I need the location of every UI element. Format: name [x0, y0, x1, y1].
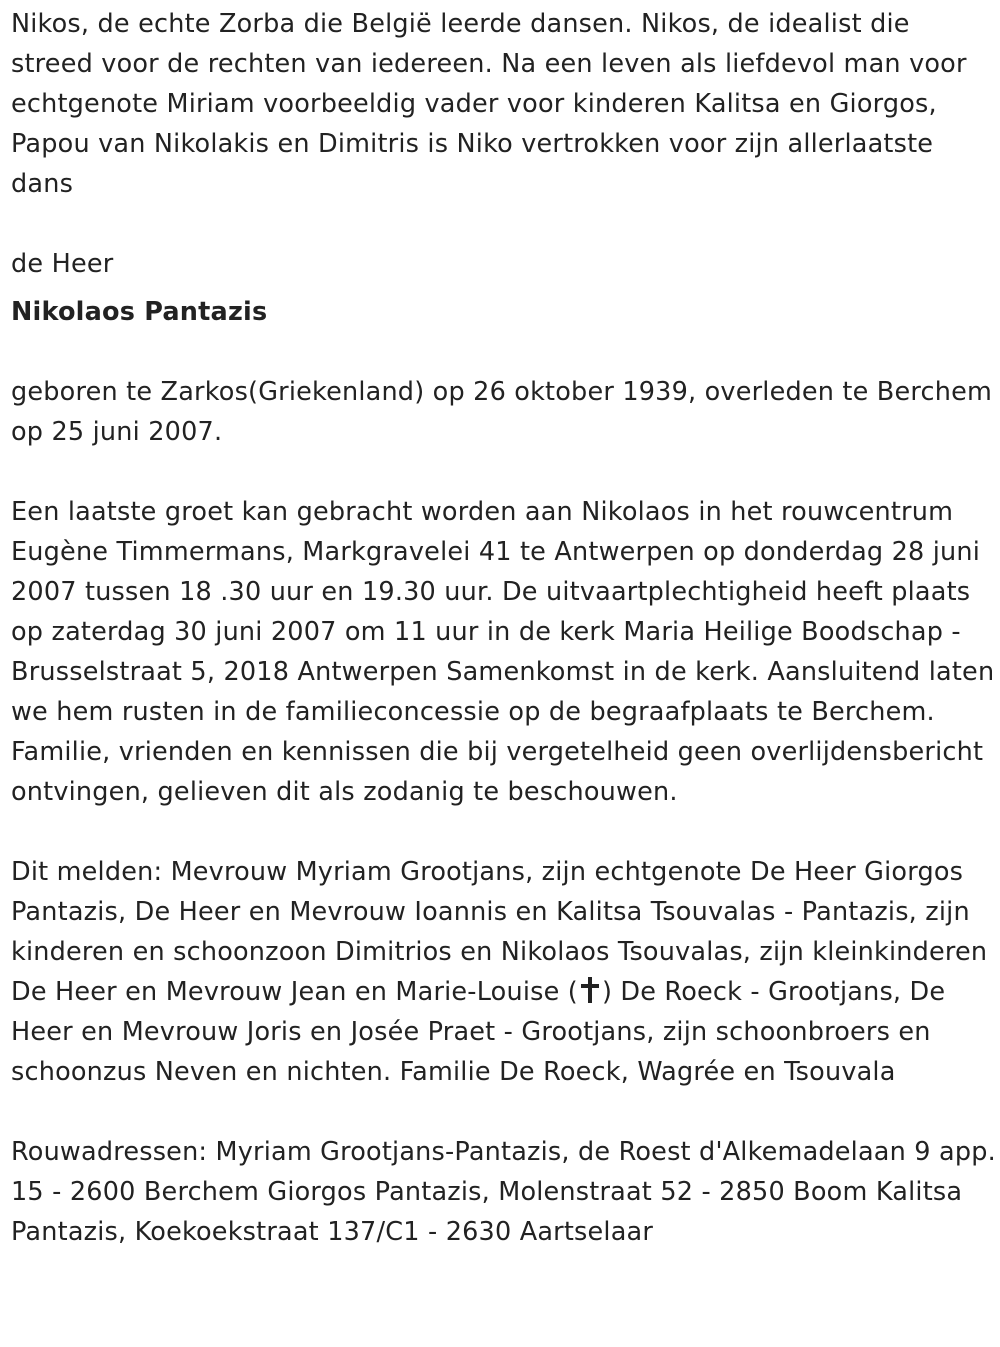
condolence-addresses-paragraph: Rouwadressen: Myriam Grootjans-Pantazis, de Roest d'Alkemadelaan 9 app. 15 - 2600 Berchem Giorgos Pantazis, Molenstraat 52 - 2850 Boom Kalitsa Pantazis, Koekoekstraat 137/C1 - 2630 Aartselaar: [11, 1137, 996, 1247]
title-prefix: de Heer: [11, 249, 114, 279]
birth-death-paragraph: geboren te Zarkos(Griekenland) op 26 oktober 1939, overleden te Berchem op 25 juni 2007.: [11, 377, 993, 447]
announcement-text-after-cross: ) De Roeck - Grootjans, De Heer en Mevrouw Joris en Josée Praet - Grootjans, zijn schoonbroers en schoonzus Neven en nichten. Familie De Roeck, Wagrée en Tsouvala: [11, 977, 946, 1087]
farewell-paragraph: Een laatste groet kan gebracht worden aan Nikolaos in het rouwcentrum Eugène Timmermans, Markgravelei 41 te Antwerpen op donderdag 28 juni 2007 tussen 18 .30 uur en 19.30 uur. De uitvaartplechtigheid heeft plaats op zaterdag 30 juni 2007 om 11 uur in de kerk Maria Heilige Boodschap - Brusselstraat 5, 2018 Antwerpen Samenkomst in de kerk. Aansluitend laten we hem rusten in de familieconcessie op de begraafplaats te Berchem. Familie, vrienden en kennissen die bij vergetelheid geen overlijdensbericht ontvingen, gelieven dit als zodanig te beschouwen.: [11, 497, 995, 807]
latin-cross-icon: [579, 977, 601, 1003]
announcement-text-before-cross: Dit melden: Mevrouw Myriam Grootjans, zijn echtgenote De Heer Giorgos Pantazis, De Heer en Mevrouw Ioannis en Kalitsa Tsouvalas - Pantazis, zijn kinderen en schoonzoon Dimitrios en Nikolaos Tsouvalas, zijn kleinkinderen De Heer en Mevrouw Jean en Marie-Louise (: [11, 857, 988, 1007]
intro-paragraph: Nikos, de echte Zorba die België leerde dansen. Nikos, de idealist die streed voor de rechten van iedereen. Na een leven als liefdevol man voor echtgenote Miriam voorbeeldig vader voor kinderen Kalitsa en Giorgos, Papou van Nikolakis en Dimitris is Niko vertrokken voor zijn allerlaatste dans: [11, 9, 967, 199]
deceased-name: Nikolaos Pantazis: [11, 297, 268, 327]
obituary-document: [11, 4, 996, 1252]
announcement-paragraph: [11, 852, 996, 1092]
